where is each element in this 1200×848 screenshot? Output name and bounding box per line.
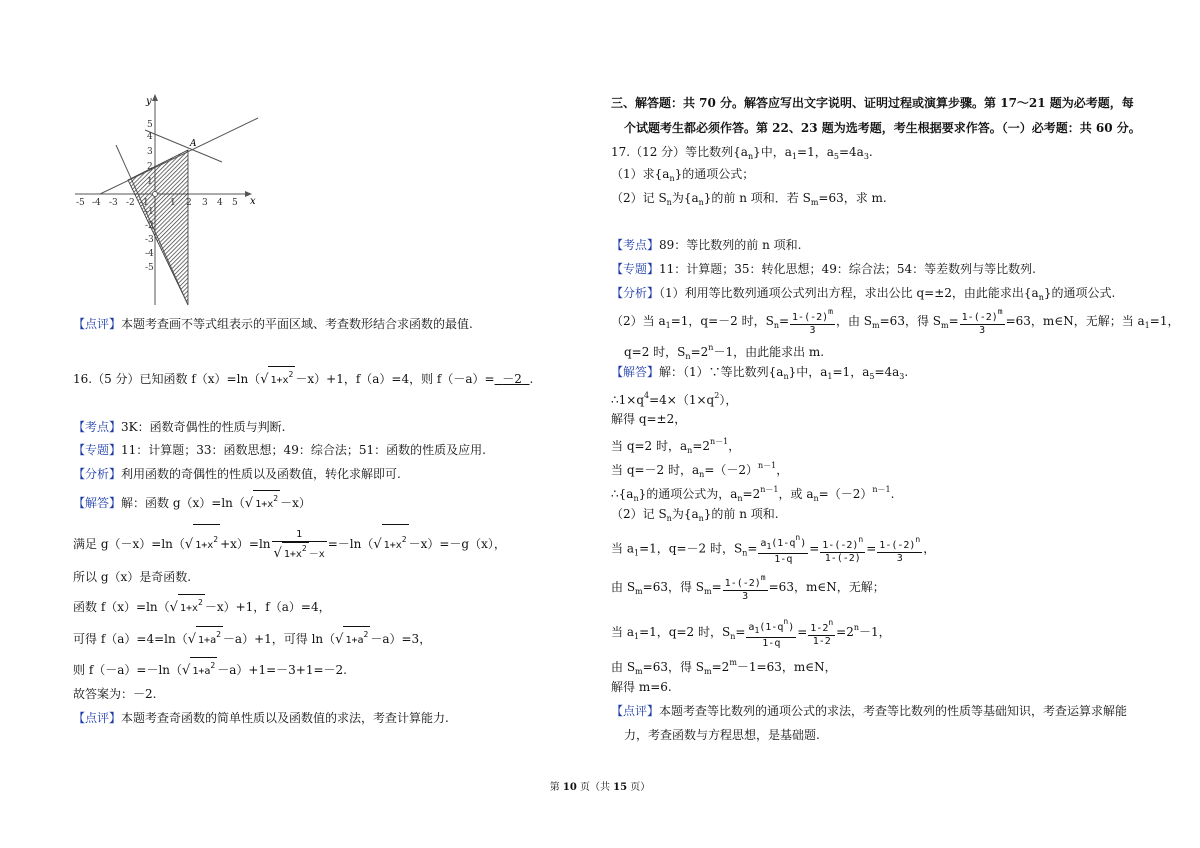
page-footer: 第 10 页（共 15 页） bbox=[549, 782, 651, 793]
question-17-part-2: （2）记 $S_n$为$\{a_n\}$的前 n 项和．若 $S_m=63$，求 m. bbox=[611, 191, 887, 207]
x-axis-label: x bbox=[250, 196, 256, 207]
fenxi-line-2: （2）当 $a_1=1$，q=－2 时，$S_n=$ $\frac{1-(-2)^m}{3}$ ，由 $S_m=63$，得 $S_m=$ $\frac{1-(-2)^m}{3}$ =63，m∈N，无解；当 $a_1=1$， bbox=[611, 307, 1180, 336]
left-line-2: 所以 g（x）是奇函数. bbox=[73, 570, 192, 584]
dianping-right: 【点评】本题考查等比数列的通项公式的求法，考查等比数列的性质等基础知识，考查运算求解能 bbox=[611, 704, 1128, 718]
svg-text:1: 1 bbox=[147, 177, 153, 187]
section-header-1: 三、解答题：共 70 分。解答应写出文字说明、证明过程或演算步骤。第 17～21 题为必考题，每 bbox=[611, 96, 1134, 110]
right-line-6: （2）记 $S_n$为$\{a_n\}$的前 n 项和. bbox=[611, 507, 779, 523]
right-line-8: 由 $S_m=63$，得 $S_m=$ $\frac{1-(-2)^m}{3}$ =63，m∈N，无解； bbox=[611, 573, 885, 602]
svg-text:4: 4 bbox=[217, 198, 223, 208]
right-line-11: 解得 m=6. bbox=[611, 680, 672, 694]
fenxi-left: 【分析】利用函数的奇偶性的性质以及函数值，转化求解即可. bbox=[73, 467, 401, 481]
svg-text:-1: -1 bbox=[140, 198, 149, 208]
svg-text:-4: -4 bbox=[145, 249, 154, 259]
zhuanti-right: 【专题】11：计算题；35：转化思想；49：综合法；54：等差数列与等比数列. bbox=[611, 262, 1036, 276]
comment-1: 【点评】本题考查画不等式组表示的平面区域、考查数形结合求函数的最值. bbox=[73, 317, 473, 331]
svg-text:5: 5 bbox=[147, 120, 153, 130]
left-line-5: 则 f（－a）=－ln（√ $1+a^2 -a)+1=-3+1=-2$. bbox=[73, 657, 347, 680]
shaded-region bbox=[128, 150, 188, 305]
svg-text:4: 4 bbox=[147, 132, 153, 142]
right-line-9: 当 $a_1=1$，q=2 时，$S_n=$ $\frac{a_1(1-q^n)}{1-q}$ = $\frac{1-2^n}{1-2}$ $=2^n-1$， bbox=[611, 616, 891, 649]
fenxi-right: 【分析】（1）利用等比数列通项公式列出方程，求出公比 q=±2，由此能求出$\{a_n\}$的通项公式. bbox=[611, 286, 1116, 302]
left-line-6: 故答案为：－2. bbox=[73, 687, 157, 701]
kaodian-right: 【考点】89：等比数列的前 n 项和. bbox=[611, 238, 802, 252]
right-line-7: 当 $a_1=1$，q=－2 时，$S_n=$ $\frac{a_1(1-q^n)}{1-q}$ = $\frac{1-(-2)^n}{1-(-2)}$ = $\frac{1-(-2)^n}{3}$ ， bbox=[611, 533, 936, 565]
left-line-1: 满足 g（－x）=ln（√ $1+x^2 +x)=\ln$ $\frac{1}{√ 1+x^2-x}$ =－ln（√ $1+x^2 -x)=-g(x)$， bbox=[73, 524, 506, 561]
fenxi-line-3: q=2 时，$S_n=2^n-1$，由此能求出 m. bbox=[624, 343, 825, 361]
svg-text:-2: -2 bbox=[145, 221, 154, 231]
svg-text:3: 3 bbox=[147, 147, 153, 157]
right-line-10: 由 $S_m=63$，得 $S_m=2^m-1=63$，m∈N， bbox=[611, 658, 837, 676]
svg-text:2: 2 bbox=[186, 198, 192, 208]
left-line-3: 函数 f（x）=ln（√ $1+x^2 -x)+1$，f（a）=4， bbox=[73, 594, 331, 617]
svg-text:3: 3 bbox=[202, 198, 208, 208]
right-line-4: 当 q=－2 时，$a_n=(-2)^{n-1}$， bbox=[611, 461, 789, 479]
right-line-5: $\therefore\{a_n\}$的通项公式为，$a_n=2^{n-1}$，或 $a_n=(-2)^{n-1}$. bbox=[611, 485, 895, 503]
kaodian-left: 【考点】3K：函数奇偶性的性质与判断. bbox=[73, 420, 286, 434]
svg-text:5: 5 bbox=[232, 198, 238, 208]
jieda-left: 【解答】解：函数 g（x）=ln（√ $1+x^2 -x$） bbox=[73, 490, 311, 513]
left-line-4: 可得 f（a）=4=ln（√ $1+a^2 -a)+1$，可得 ln（√ $1+a^2 -a)=3$， bbox=[73, 626, 431, 649]
right-line-3: 当 q=2 时，$a_n=2^{n-1}$， bbox=[611, 437, 741, 455]
zhuanti-left: 【专题】11：计算题；33：函数思想；49：综合法；51：函数的性质及应用. bbox=[73, 443, 486, 457]
svg-text:-2: -2 bbox=[126, 198, 135, 208]
point-a-label: A bbox=[190, 139, 197, 149]
svg-text:-5: -5 bbox=[145, 263, 154, 273]
y-axis-label: y bbox=[146, 96, 152, 107]
comment-2: 【点评】本题考查奇函数的简单性质以及函数值的求法，考查计算能力. bbox=[73, 711, 449, 725]
question-17-part-1: （1）求$\{a_n\}$的通项公式； bbox=[611, 167, 755, 183]
svg-text:-5: -5 bbox=[76, 198, 85, 208]
section-header-2: 个试题考生都必须作答。第 22、23 题为选考题，考生根据要求作答。（一）必考题：共 60 分。 bbox=[624, 121, 1141, 135]
jieda-right: 【解答】解：（1）∵等比数列$\{a_n\}$中，$a_1=1$，$a_5=4a_3$. bbox=[611, 365, 909, 381]
svg-text:-3: -3 bbox=[109, 198, 118, 208]
coordinate-graph bbox=[70, 90, 270, 310]
question-16: 16.（5 分）已知函数 f（x）=ln（√ $1+x^2 -x)+1$，f（a）=4，则 f（－a）= －2 . bbox=[73, 366, 533, 389]
svg-text:1: 1 bbox=[170, 198, 176, 208]
svg-text:-1: -1 bbox=[145, 207, 154, 217]
svg-text:2: 2 bbox=[147, 162, 153, 172]
right-line-1: $\therefore 1\times q^4=4\times(1\times q^2)$， bbox=[611, 391, 738, 407]
svg-text:-4: -4 bbox=[92, 198, 101, 208]
dianping-right-2: 力，考查函数与方程思想，是基础题. bbox=[624, 728, 820, 742]
right-line-2: 解得 q=±2， bbox=[611, 412, 687, 426]
question-17: 17.（12 分）等比数列$\{a_n\}$中，$a_1=1$，$a_5=4a_3$. bbox=[611, 145, 873, 161]
svg-text:-3: -3 bbox=[145, 235, 154, 245]
